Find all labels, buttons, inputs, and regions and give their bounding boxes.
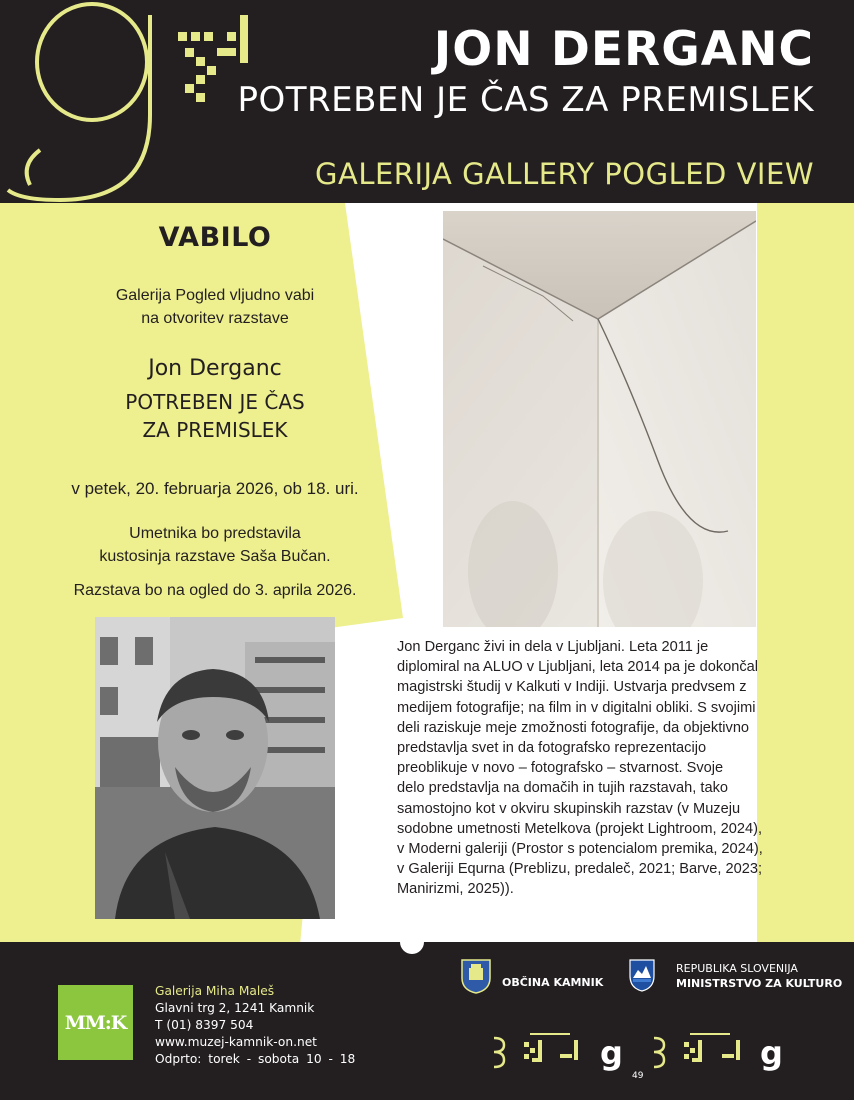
contact-address: Glavni trg 2, 1241 Kamnik: [155, 1001, 315, 1015]
curator-note: [30, 522, 400, 568]
series-logo-strip: [490, 1030, 790, 1082]
contact-hours: Odprto: torek - sobota 10 - 18: [155, 1052, 356, 1066]
invitation-lead-line: na otvoritev razstave: [141, 310, 289, 327]
gallery-name-header: GALERIJA GALLERY POGLED VIEW: [315, 157, 814, 191]
mmk-logo: MM:K: [58, 985, 133, 1060]
strip-number: 49: [632, 1071, 644, 1081]
invitation-artist: Jon Derganc: [148, 356, 282, 381]
artist-portrait-photo: [95, 617, 335, 919]
kamnik-crest-icon: [460, 958, 492, 994]
exhibition-title-header: POTREBEN JE ČAS ZA PREMISLEK: [237, 80, 814, 120]
contact-gallery-name: Galerija Miha Maleš: [155, 984, 275, 998]
contact-phone: T (01) 8397 504: [155, 1018, 254, 1032]
svg-text:g: g: [600, 1034, 623, 1072]
slovenia-coat-of-arms-icon: [628, 958, 656, 992]
opening-date: v petek, 20. februarja 2026, ob 18. uri.: [71, 479, 359, 498]
invitation-lead-line: Galerija Pogled vljudno vabi: [115, 287, 315, 304]
exhibition-until: Razstava bo na ogled do 3. aprila 2026.: [73, 582, 357, 599]
partner-republic: REPUBLIKA SLOVENIJA: [676, 962, 798, 975]
svg-text:g: g: [760, 1034, 783, 1072]
curator-line: Umetnika bo predstavila: [129, 525, 301, 542]
artwork-photo: [443, 211, 756, 627]
partner-municipality: OBČINA KAMNIK: [502, 976, 604, 989]
invitation-heading: VABILO: [158, 222, 272, 253]
invitation-lead: [30, 284, 400, 330]
gallery-contact: [155, 983, 355, 1068]
gallery-g-logo-icon: [0, 0, 260, 205]
partner-ministry: MINISTRSTVO ZA KULTURO: [676, 977, 843, 990]
exhibition-title-line: POTREBEN JE ČAS: [125, 390, 305, 414]
exhibition-title-line: ZA PREMISLEK: [142, 418, 288, 442]
artist-biography: Jon Derganc živi in dela v Ljubljani. Leta 2011 je diplomiral na ALUO v Ljubljani, leta 2014 pa je dokončal magistrski študij v Kalkuti v Indiji. Ustvarja predvsem z medijem fotografije; na film in v digitalni obliki. S svojimi deli raziskuje meje zmožnosti fotografije, da objektivno predstavlja svet in da fotografsko reprezentacijo preoblikuje v novo – fotografsko – stvarnost. Svoje delo predstavlja na domačih in tujih razstavah, tako samostojno kot v okviru skupinskih razstav (v Muzeju sodobne umetnosti Metelkova (projekt Lightroom, 2024), v Moderni galeriji (Prostor s potencialom premika, 2024), v Galeriji Equrna (Preblizu, predaleč, 2021; Barve, 2023; Manirizmi, 2025)).: [397, 639, 763, 898]
decorative-notch: [400, 930, 424, 954]
contact-website[interactable]: www.muzej-kamnik-on.net: [155, 1035, 317, 1049]
invitation-exhibition-title: [30, 388, 400, 444]
artist-name-header: JON DERGANC: [433, 22, 814, 77]
curator-line: kustosinja razstave Saša Bučan.: [99, 548, 331, 565]
